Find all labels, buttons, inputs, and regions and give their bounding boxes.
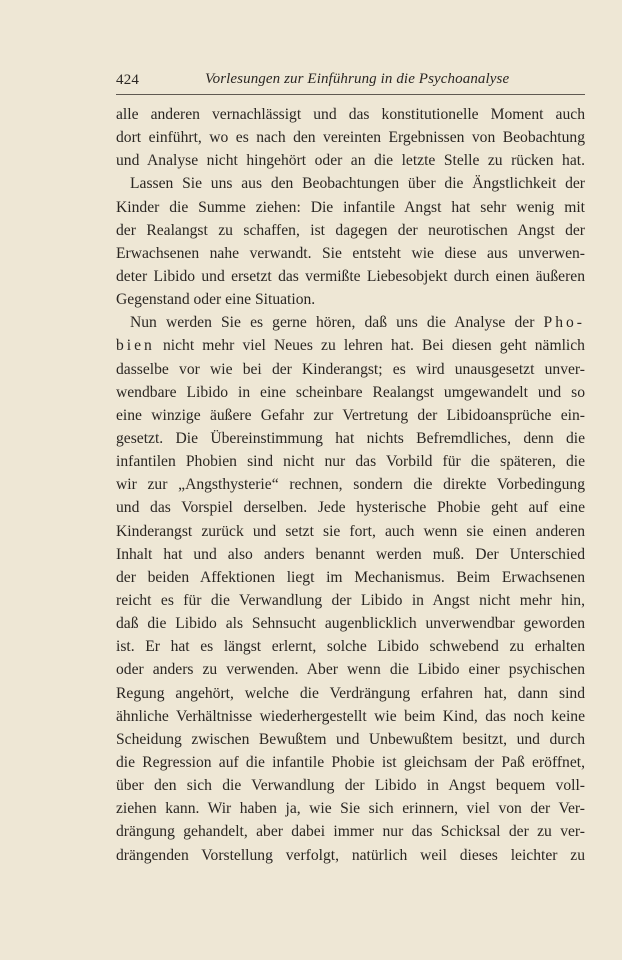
text-segment: nicht mehr viel Neues zu lehren hat. Bei diesen geht nämlich [162,337,585,355]
page-number: 424 [116,72,140,88]
text-line: drängenden Vorstellung verfolgt, natürlich weil dieses leichter zu [116,846,585,864]
paragraph-start-line [116,311,585,334]
text-line: Gegenstand oder eine Situation. [116,291,316,309]
text-line: Regung angehört, welche die Verdrängung erfahren hat, dann sind [116,684,585,702]
text-line: reicht es für die Verwandlung der Libido in Angst nicht mehr hin, [116,591,585,609]
text-line: ist. Er hat es längst erlernt, solche Libido schwebend zu erhalten [116,638,585,656]
text-line: und das Vorspiel derselben. Jede hysterische Phobie geht auf eine [116,499,585,517]
text-line [116,334,585,357]
text-line: dasselbe vor wie bei der Kinderangst; es wird unausgesetzt unver- [116,360,585,378]
spaced-word-part: bien [116,337,155,355]
text-line: der Realangst zu schaffen, ist dagegen der neurotischen Angst der [116,221,585,239]
text-line: daß die Libido als Sehnsucht augenblicklich unverwendbar geworden [116,615,585,633]
text-line: Kinderangst zurück und setzt sie fort, auch wenn sie einen anderen [116,522,585,540]
text-line: Inhalt hat und also anders benannt werden muß. Der Unterschied [116,545,585,563]
text-line: Scheidung zwischen Bewußtem und Unbewußtem besitzt, und durch [116,730,585,748]
text-line: wir zur „Angsthysterie“ rechnen, sondern die direkte Vorbedingung [116,476,585,494]
text-line: Kinder die Summe ziehen: Die infantile Angst hat sehr wenig mit [116,198,585,216]
text-line: ziehen kann. Wir haben ja, wie Sie sich erinnern, viel von der Ver- [116,800,585,818]
text-line: infantilen Phobien sind nicht nur das Vorbild für die späteren, die [116,453,585,471]
text-segment: Nun werden Sie es gerne hören, daß uns die Analyse der [130,314,535,332]
text-line: deter Libido und ersetzt das vermißte Liebesobjekt durch einen äußeren [116,267,585,285]
running-title: Vorlesungen zur Einführung in die Psychoanalyse [205,71,510,87]
text-line: gesetzt. Die Übereinstimmung hat nichts Befremdliches, denn die [116,429,585,447]
text-line: die Regression auf die infantile Phobie ist gleichsam der Paß eröffnet, [116,753,585,771]
text-line: oder anders zu verwenden. Aber wenn die Libido einer psychischen [116,661,585,679]
paragraph-start-line: Lassen Sie uns aus den Beobachtungen über die Ängstlichkeit der [130,175,585,193]
text-line: alle anderen vernachlässigt und das konstitutionelle Moment auch [116,106,585,123]
page-header [116,70,585,95]
spaced-word-part: Pho- [543,314,585,332]
text-line: der beiden Affektionen liegt im Mechanismus. Beim Erwachsenen [116,568,585,586]
text-line: drängung gehandelt, aber dabei immer nur das Schicksal der zu ver- [116,823,585,841]
body-text [116,103,585,867]
text-line: ähnliche Verhältnisse wiederhergestellt wie beim Kind, das noch keine [116,707,585,725]
text-line: über den sich die Verwandlung der Libido in Angst bequem voll- [116,777,585,795]
text-line: wendbare Libido in eine scheinbare Realangst umgewandelt und so [116,383,585,401]
text-line: eine winzige äußere Gefahr zur Vertretung der Libidoansprüche ein- [116,406,585,424]
text-line: Erwachsenen nahe verwandt. Sie entsteht wie diese aus unverwen- [116,244,585,262]
text-line: und Analyse nicht hingehört oder an die letzte Stelle zu rücken hat. [116,152,585,170]
text-line: dort einführt, wo es nach den vereinten Ergebnissen von Beobachtung [116,129,585,147]
